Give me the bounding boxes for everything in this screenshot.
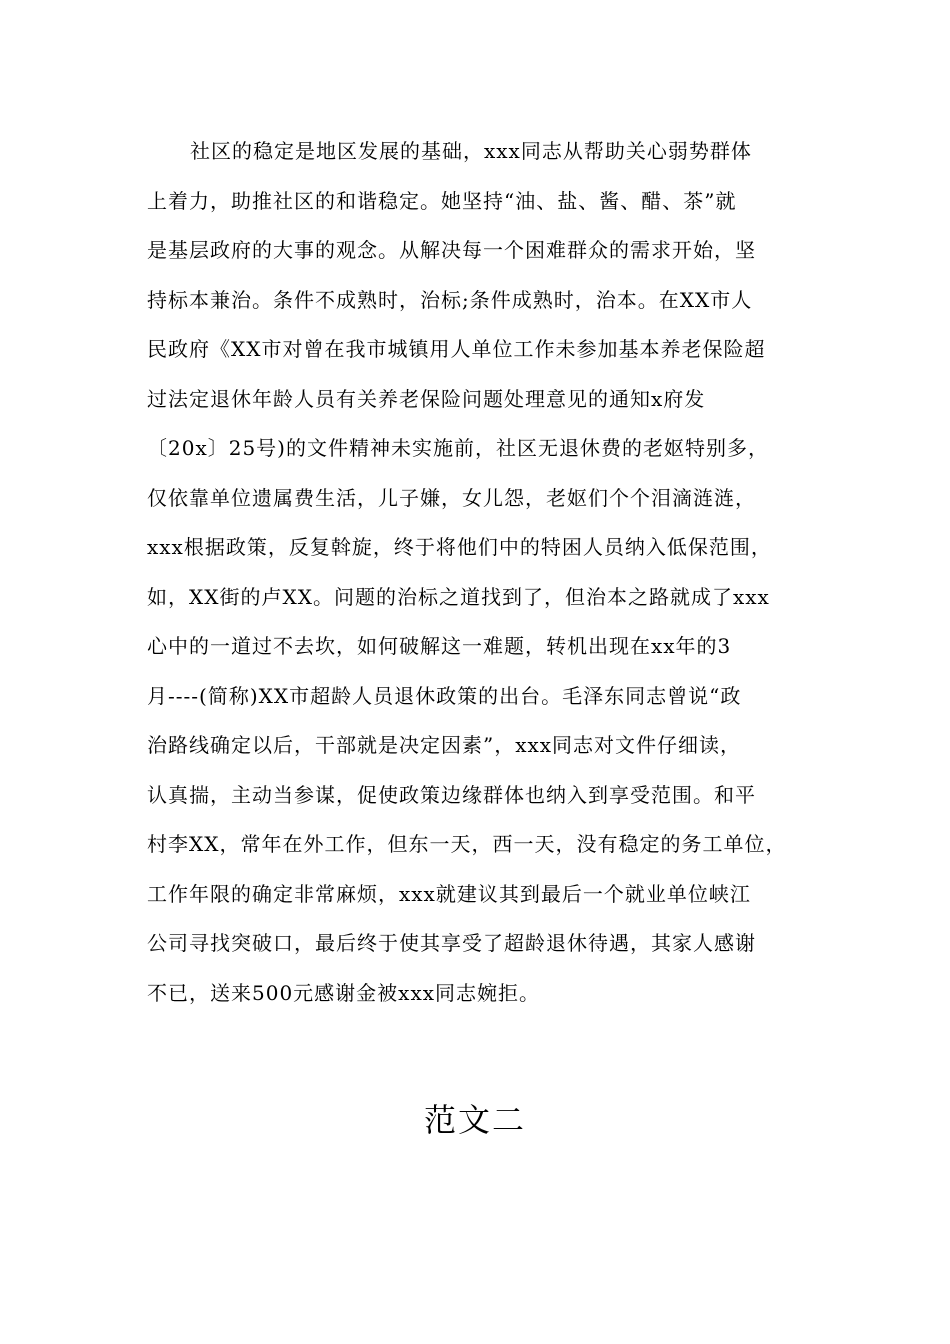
paragraph-line: 治路线确定以后，干部就是决定因素”，xxx同志对文件仔细读， [147, 733, 742, 757]
paragraph-line: 上着力，助推社区的和谐稳定。她坚持“油、盐、酱、醋、茶”就 [147, 188, 737, 213]
paragraph-line: 不已，送来500元感谢金被xxx同志婉拒。 [147, 980, 541, 1005]
paragraph-line: 过法定退休年龄人员有关养老保险问题处理意见的通知x府发 [147, 386, 706, 411]
paragraph-line: 工作年限的确定非常麻烦，xxx就建议其到最后一个就业单位峡江 [147, 881, 751, 906]
paragraph-line: xxx根据政策，反复斡旋，终于将他们中的特困人员纳入低保范围， [147, 535, 772, 559]
body-paragraph [147, 131, 817, 1022]
paragraph-line: 心中的一道过不去坎，如何破解这一难题，转机出现在xx年的3 [147, 634, 732, 658]
paragraph-line: 〔20x〕25号)的文件精神未实施前，社区无退休费的老妪特别多， [147, 436, 769, 460]
paragraph-line: 是基层政府的大事的观念。从解决每一个困难群众的需求开始，坚 [147, 238, 756, 262]
paragraph-line: 公司寻找突破口，最后终于使其享受了超龄退休待遇，其家人感谢 [147, 931, 756, 955]
paragraph-line: 如，XX街的卢XX。问题的治标之道找到了，但治本之路就成了xxx [147, 584, 770, 609]
paragraph-line: 月----(简称)XX市超龄人员退休政策的出台。毛泽东同志曾说“政 [147, 683, 742, 708]
paragraph-line: 仅依靠单位遗属费生活，儿子嫌，女儿怨，老妪们个个泪滴涟涟， [147, 485, 756, 510]
paragraph-line: 认真揣，主动当参谋，促使政策边缘群体也纳入到享受范围。和平 [147, 782, 756, 807]
paragraph-line: 村李XX，常年在外工作，但东一天，西一天，没有稳定的务工单位， [147, 832, 787, 856]
paragraph-line: 民政府《XX市对曾在我市城镇用人单位工作未参加基本养老保险超 [147, 337, 766, 361]
paragraph-line: 持标本兼治。条件不成熟时，治标;条件成熟时，治本。在XX市人 [147, 287, 753, 312]
section-title: 范文二 [423, 1101, 526, 1139]
paragraph-line: 社区的稳定是地区发展的基础，xxx同志从帮助关心弱势群体 [190, 139, 752, 163]
